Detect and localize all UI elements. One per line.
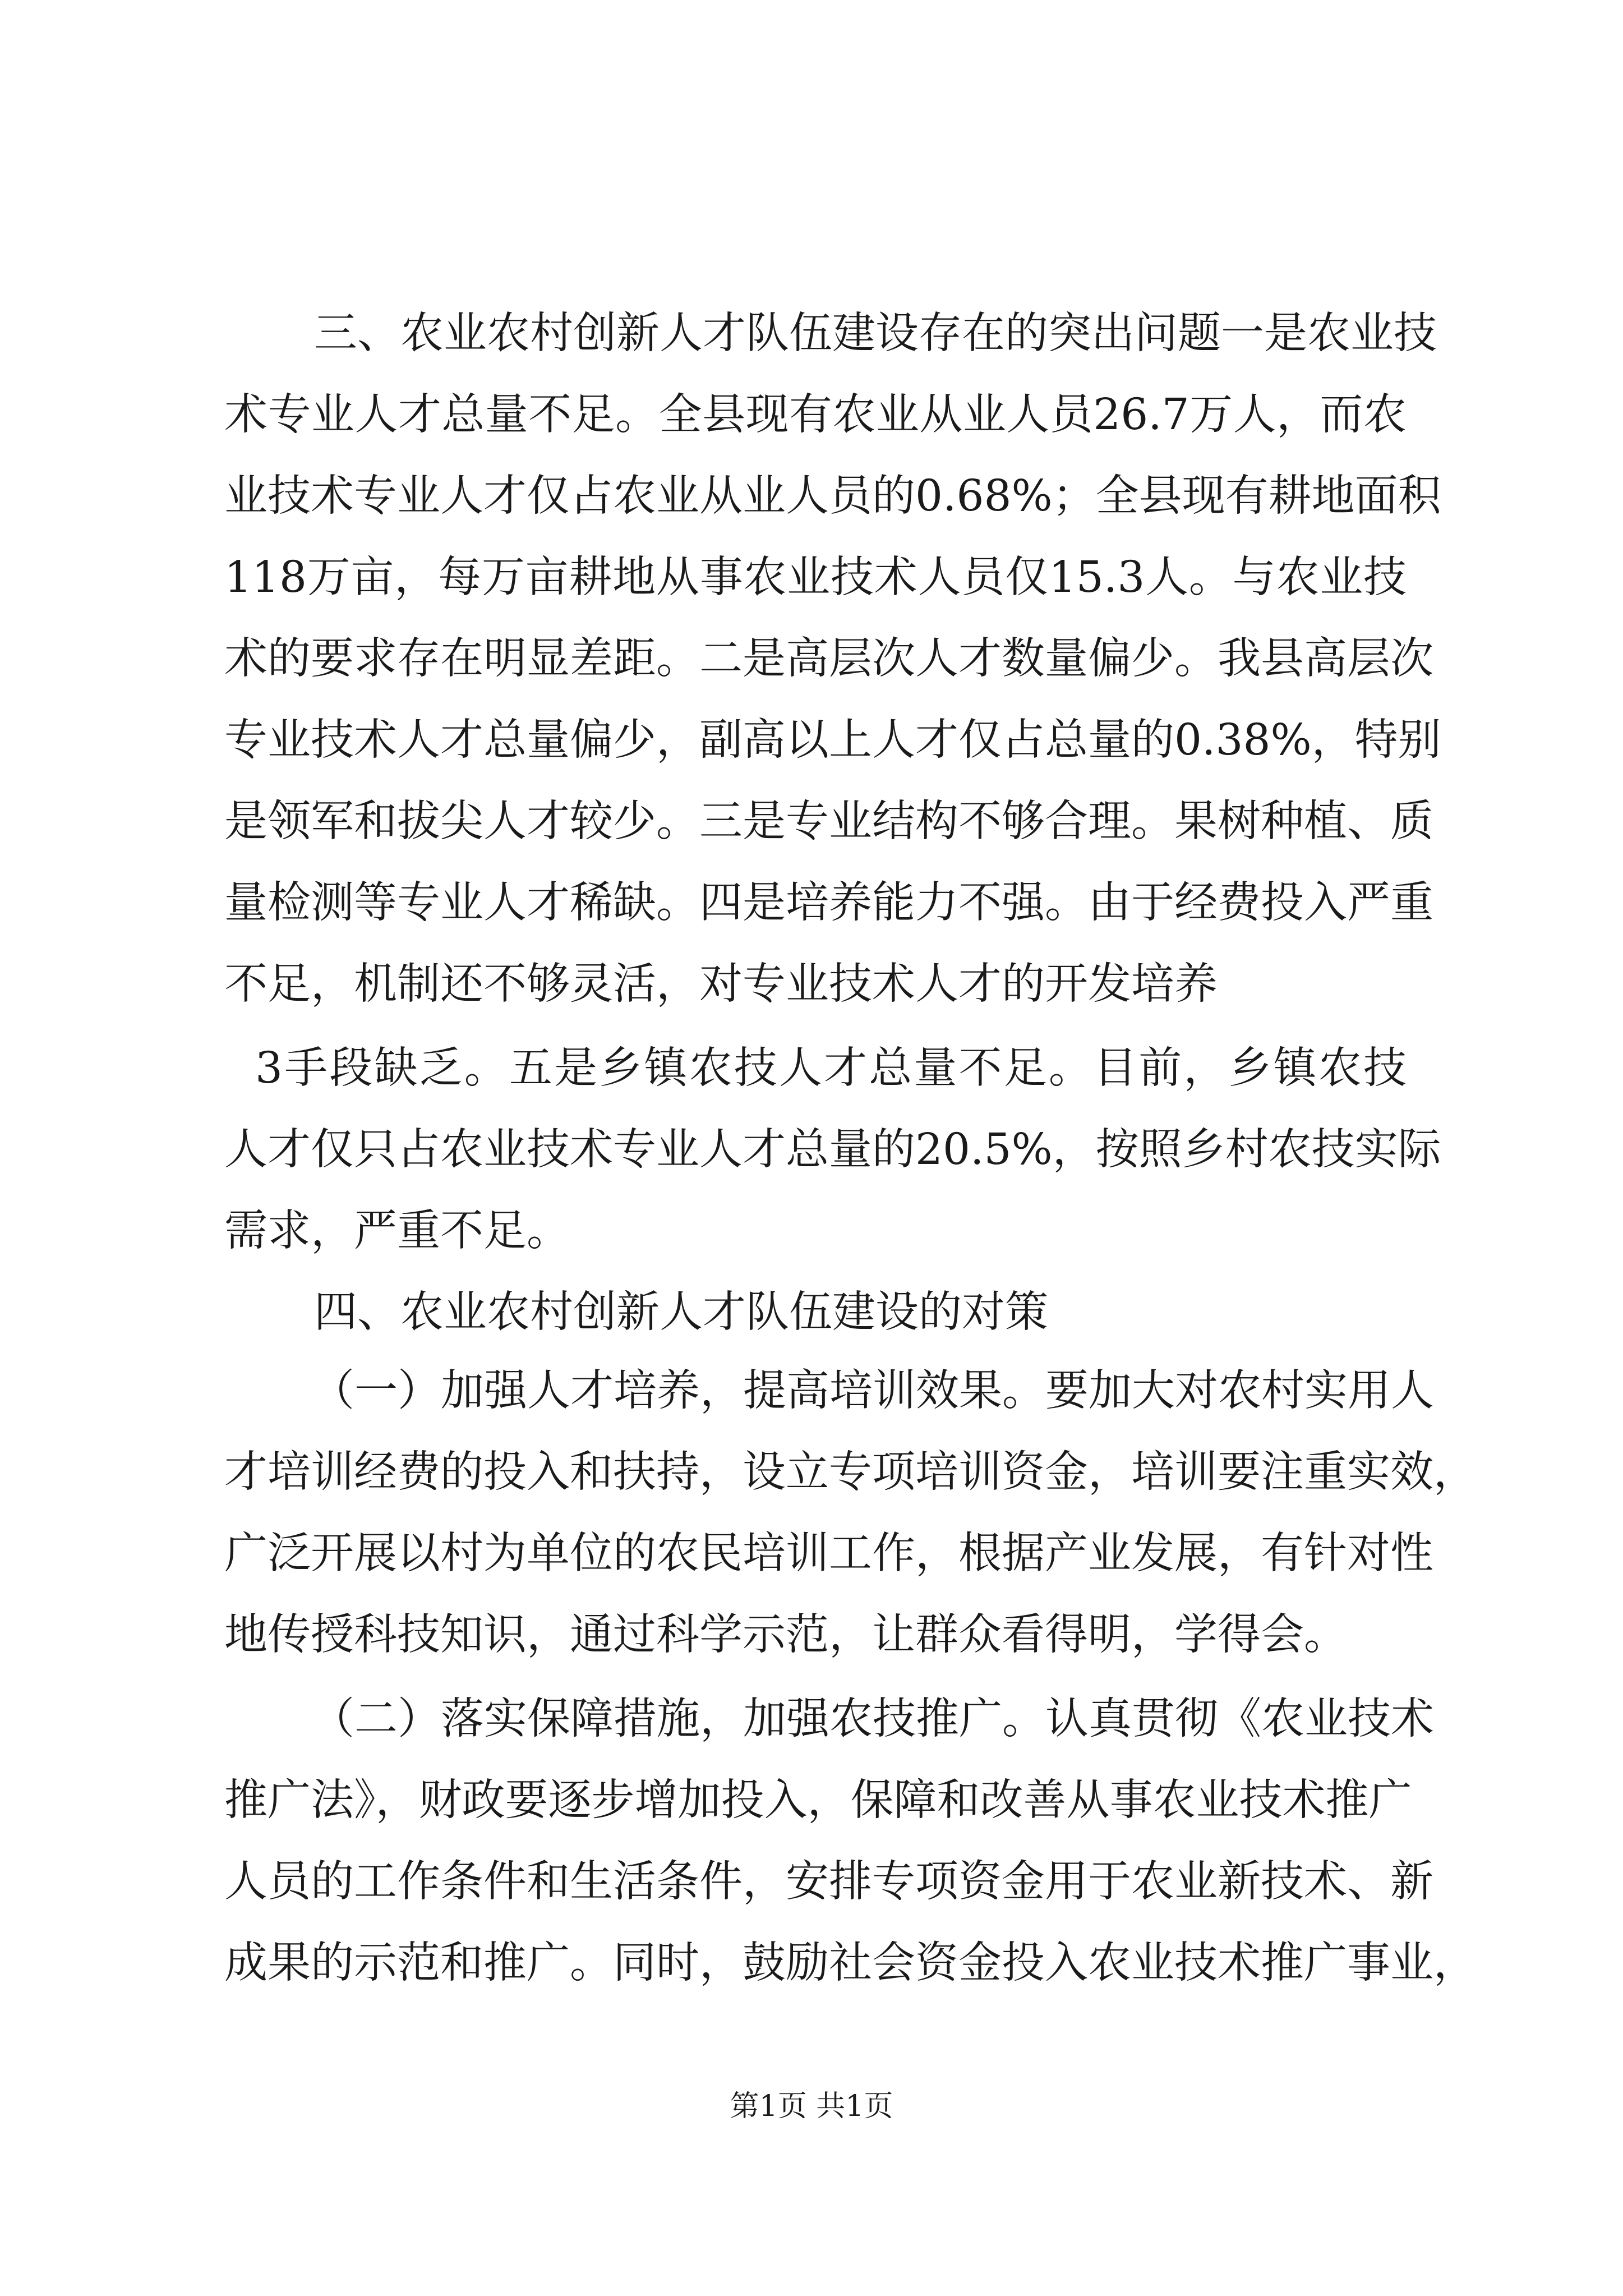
- paragraph-line: 广泛开展以村为单位的农民培训工作，根据产业发展，有针对性: [224, 1529, 1433, 1579]
- paragraph-line: 是领军和拔尖人才较少。三是专业结构不够合理。果树种植、质: [224, 797, 1433, 846]
- paragraph-line: 术的要求存在明显差距。二是高层次人才数量偏少。我县高层次: [224, 634, 1433, 684]
- paragraph-line: 才培训经费的投入和扶持，设立专项培训资金，培训要注重实效，: [224, 1447, 1477, 1497]
- paragraph-line: （二）落实保障措施，加强农技推广。认真贯彻《农业技术: [311, 1694, 1434, 1744]
- section-heading: 四、农业农村创新人才队伍建设的对策: [314, 1287, 1048, 1337]
- paragraph-line: 118万亩，每万亩耕地从事农业技术人员仅15.3人。与农业技: [224, 553, 1407, 602]
- paragraph-line: 业技术专业人才仅占农业从业人员的0.68%；全县现有耕地面积: [224, 471, 1441, 521]
- paragraph-line: 需求，严重不足。: [224, 1206, 570, 1256]
- paragraph-line: 量检测等专业人才稀缺。四是培养能力不强。由于经费投入严重: [224, 878, 1433, 928]
- paragraph-line: 成果的示范和推广。同时，鼓励社会资金投入农业技术推广事业，: [224, 1938, 1477, 1988]
- paragraph-line: 不足，机制还不够灵活，对专业技术人才的开发培养: [224, 959, 1218, 1009]
- paragraph-line: 推广法》，财政要逐步增加投入，保障和改善从事农业技术推广: [224, 1775, 1412, 1825]
- paragraph-line: 地传授科技知识，通过科学示范，让群众看得明，学得会。: [224, 1610, 1347, 1660]
- paragraph-line: 术专业人才总量不足。全县现有农业从业人员26.7万人，而农: [224, 390, 1407, 440]
- paragraph-line: 专业技术人才总量偏少，副高以上人才仅占总量的0.38%，特别: [224, 715, 1441, 765]
- paragraph-line: 3手段缺乏。五是乡镇农技人才总量不足。目前，乡镇农技: [255, 1043, 1407, 1093]
- page-footer: 第1页 共1页: [730, 2090, 893, 2123]
- paragraph-line: 人员的工作条件和生活条件，安排专项资金用于农业新技术、新: [224, 1857, 1433, 1907]
- paragraph-line: 三、农业农村创新人才队伍建设存在的突出问题一是农业技: [314, 309, 1437, 358]
- paragraph-line: 人才仅只占农业技术专业人才总量的20.5%，按照乡村农技实际: [224, 1125, 1441, 1175]
- paragraph-line: （一）加强人才培养，提高培训效果。要加大对农村实用人: [311, 1366, 1434, 1416]
